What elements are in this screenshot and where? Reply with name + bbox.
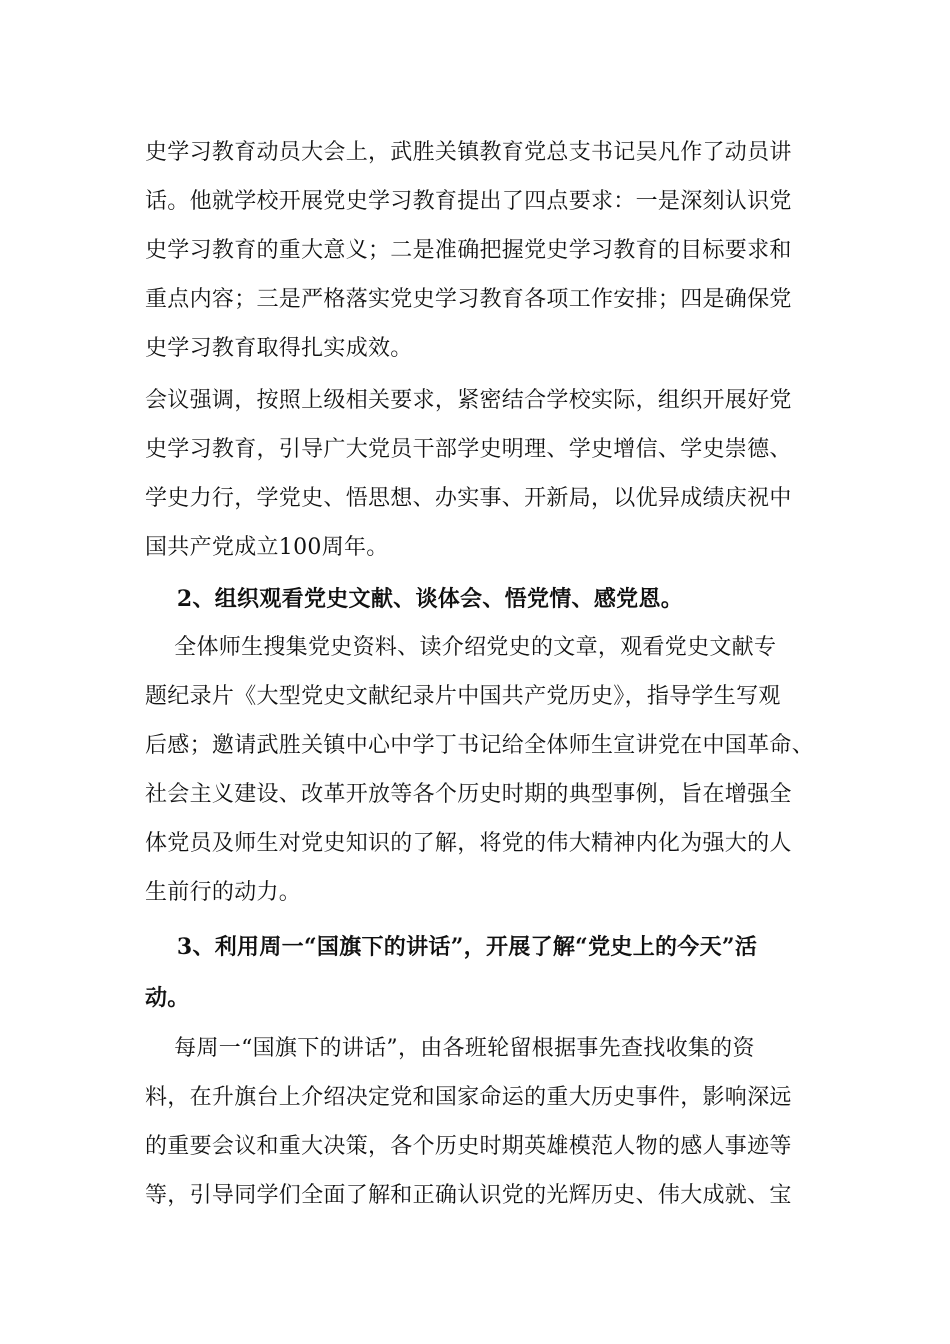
text-line: 国共产党成立100周年。 bbox=[145, 535, 389, 560]
text-line: 史学习教育取得扎实成效。 bbox=[145, 336, 413, 361]
text-line: 料，在升旗台上介绍决定党和国家命运的重大历史事件，影响深远 bbox=[145, 1085, 792, 1110]
text-line: 体党员及师生对党史知识的了解，将党的伟大精神内化为强大的人 bbox=[145, 831, 792, 856]
text-line: 史学习教育动员大会上，武胜关镇教育党总支书记吴凡作了动员讲 bbox=[145, 140, 792, 165]
section-heading: 动。 bbox=[145, 985, 190, 1011]
text-line: 生前行的动力。 bbox=[145, 880, 302, 905]
text-line: 史学习教育，引导广大党员干部学史明理、学史增信、学史崇德、 bbox=[145, 437, 792, 462]
text-line: 学史力行，学党史、悟思想、办实事、开新局，以优异成绩庆祝中 bbox=[145, 486, 792, 511]
text-line: 等，引导同学们全面了解和正确认识党的光辉历史、伟大成就、宝 bbox=[145, 1183, 792, 1208]
section-heading: 2、组织观看党史文献、谈体会、悟党情、感党恩。 bbox=[145, 586, 684, 612]
text-line: 全体师生搜集党史资料、读介绍党史的文章，观看党史文献专 bbox=[145, 635, 777, 660]
text-line: 重点内容；三是严格落实党史学习教育各项工作安排；四是确保党 bbox=[145, 287, 792, 312]
text-line: 每周一“国旗下的讲话”，由各班轮留根据事先查找收集的资 bbox=[145, 1036, 755, 1061]
text-line: 后感；邀请武胜关镇中心中学丁书记给全体师生宣讲党在中国革命、 bbox=[145, 733, 815, 758]
section-heading: 3、利用周一“国旗下的讲话”，开展了解“党史上的今天”活 bbox=[145, 934, 758, 960]
text-line: 社会主义建设、改革开放等各个历史时期的典型事例，旨在增强全 bbox=[145, 782, 792, 807]
text-line: 话。他就学校开展党史学习教育提出了四点要求：一是深刻认识党 bbox=[145, 189, 792, 214]
text-line: 的重要会议和重大决策，各个历史时期英雄模范人物的感人事迹等 bbox=[145, 1134, 792, 1159]
text-line: 题纪录片《大型党史文献纪录片中国共产党历史》，指导学生写观 bbox=[145, 684, 781, 709]
text-line: 史学习教育的重大意义；二是准确把握党史学习教育的目标要求和 bbox=[145, 238, 792, 263]
text-line: 会议强调，按照上级相关要求，紧密结合学校实际，组织开展好党 bbox=[145, 388, 792, 413]
